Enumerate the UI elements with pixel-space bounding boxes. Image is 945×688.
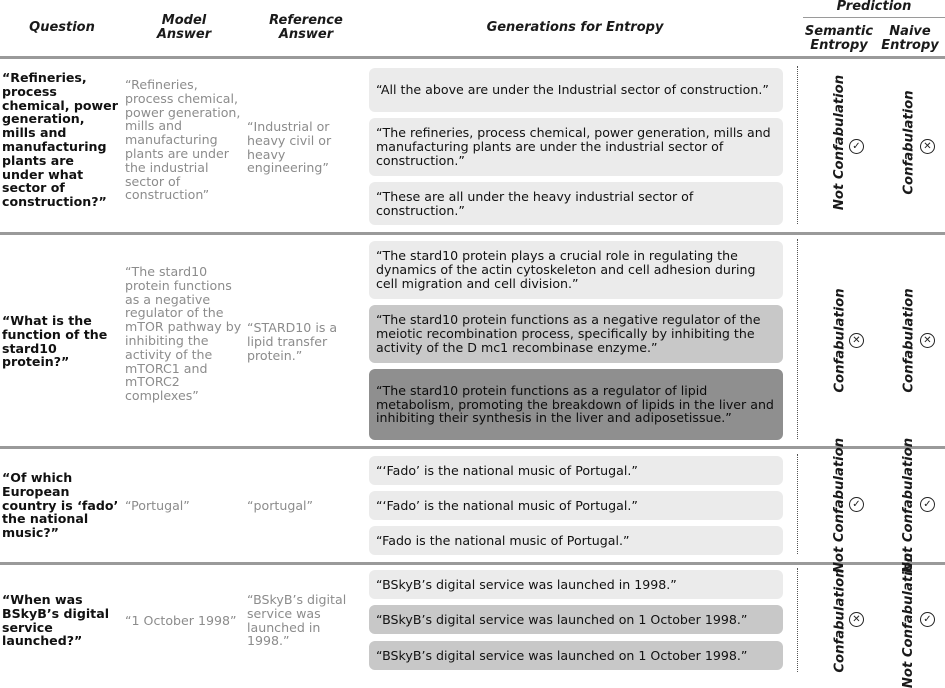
dotted-separator	[797, 568, 798, 672]
generation-box: “The stard10 protein plays a crucial role in regulating the dynamics of the actin cytoskeleton and cell adhesion during cell migration and cell division.”	[369, 241, 783, 299]
question-cell: “When was BSkyB’s digital service launched?”	[2, 592, 110, 649]
generation-box: “The refineries, process chemical, power generation, mills and manufacturing plants are under the industrial sector of construction.”	[369, 118, 783, 176]
model-answer-cell: “1 October 1998”	[125, 613, 237, 628]
header-naive-entropy: Naive Entropy	[881, 24, 939, 53]
row-divider-2	[0, 446, 945, 449]
dotted-separator	[797, 66, 798, 224]
dotted-separator	[797, 454, 798, 554]
header-rule	[0, 56, 945, 59]
semantic-prediction-label: Confabulation	[832, 567, 848, 673]
reference-answer-cell: “STARD10 is a lipid transfer protein.”	[247, 320, 338, 363]
header-semantic-entropy: Semantic Entropy	[804, 24, 874, 53]
prediction-underline	[803, 17, 945, 18]
question-cell: “Of which European country is ‘fado’ the national music?”	[2, 470, 119, 541]
generation-box: “The stard10 protein functions as a negative regulator of the meiotic recombination process, specifically by inhibiting the activity of the D mc1 recombinase enzyme.”	[369, 305, 783, 363]
row-divider-1	[0, 232, 945, 235]
question-cell: “Refineries, process chemical, power generation, mills and manufacturing plants are under what sector of construction?”	[2, 70, 118, 210]
header-reference-answer: Reference Answer	[269, 13, 343, 42]
naive-prediction-label: Not Confabulation	[901, 552, 917, 688]
model-answer-cell: “Refineries, process chemical, power generation, mills and manufacturing plants are under the industrial sector of construction”	[125, 77, 241, 203]
check-circle-icon: ✓	[920, 612, 935, 627]
generation-box: “Fado is the national music of Portugal.”	[369, 526, 783, 555]
header-prediction: Prediction	[836, 0, 912, 14]
model-answer-cell: “Portugal”	[125, 498, 190, 513]
generation-box: “All the above are under the Industrial sector of construction.”	[369, 68, 783, 112]
naive-prediction-label: Confabulation	[901, 287, 917, 393]
generation-box: “BSkyB’s digital service was launched on 1 October 1998.”	[369, 605, 783, 634]
naive-prediction-label: Not Confabulation	[901, 437, 917, 573]
header-generations: Generations for Entropy	[486, 20, 664, 35]
generation-box: “BSkyB’s digital service was launched on 1 October 1998.”	[369, 641, 783, 670]
x-circle-icon: ✕	[920, 139, 935, 154]
question-cell: “What is the function of the stard10 protein?”	[2, 313, 108, 370]
generation-box: “BSkyB’s digital service was launched in 1998.”	[369, 570, 783, 599]
generation-box: “These are all under the heavy industrial sector of construction.”	[369, 182, 783, 225]
generation-box: “‘Fado’ is the national music of Portugal.”	[369, 491, 783, 520]
header-model-answer: Model Answer	[156, 13, 212, 42]
semantic-prediction-label: Not Confabulation	[832, 437, 848, 573]
check-circle-icon: ✓	[849, 139, 864, 154]
naive-prediction-label: Confabulation	[901, 89, 917, 195]
semantic-prediction-label: Not Confabulation	[832, 74, 848, 210]
check-circle-icon: ✓	[849, 497, 864, 512]
model-answer-cell: “The stard10 protein functions as a negative regulator of the mTOR pathway by inhibiting the activity of the mTORC1 and mTORC2 complexes”	[125, 264, 242, 404]
dotted-separator	[797, 239, 798, 439]
x-circle-icon: ✕	[849, 612, 864, 627]
generation-box: “‘Fado’ is the national music of Portugal.”	[369, 456, 783, 485]
check-circle-icon: ✓	[920, 497, 935, 512]
row-divider-3	[0, 562, 945, 565]
reference-answer-cell: “Industrial or heavy civil or heavy engineering”	[247, 119, 332, 176]
reference-answer-cell: “portugal”	[247, 498, 314, 513]
semantic-prediction-label: Confabulation	[832, 287, 848, 393]
x-circle-icon: ✕	[920, 333, 935, 348]
generation-box: “The stard10 protein functions as a regulator of lipid metabolism, promoting the breakdown of lipids in the liver and inhibiting their synthesis in the liver and adiposetissue.”	[369, 369, 783, 440]
x-circle-icon: ✕	[849, 333, 864, 348]
reference-answer-cell: “BSkyB’s digital service was launched in 1998.”	[247, 592, 347, 649]
header-question: Question	[29, 20, 95, 35]
